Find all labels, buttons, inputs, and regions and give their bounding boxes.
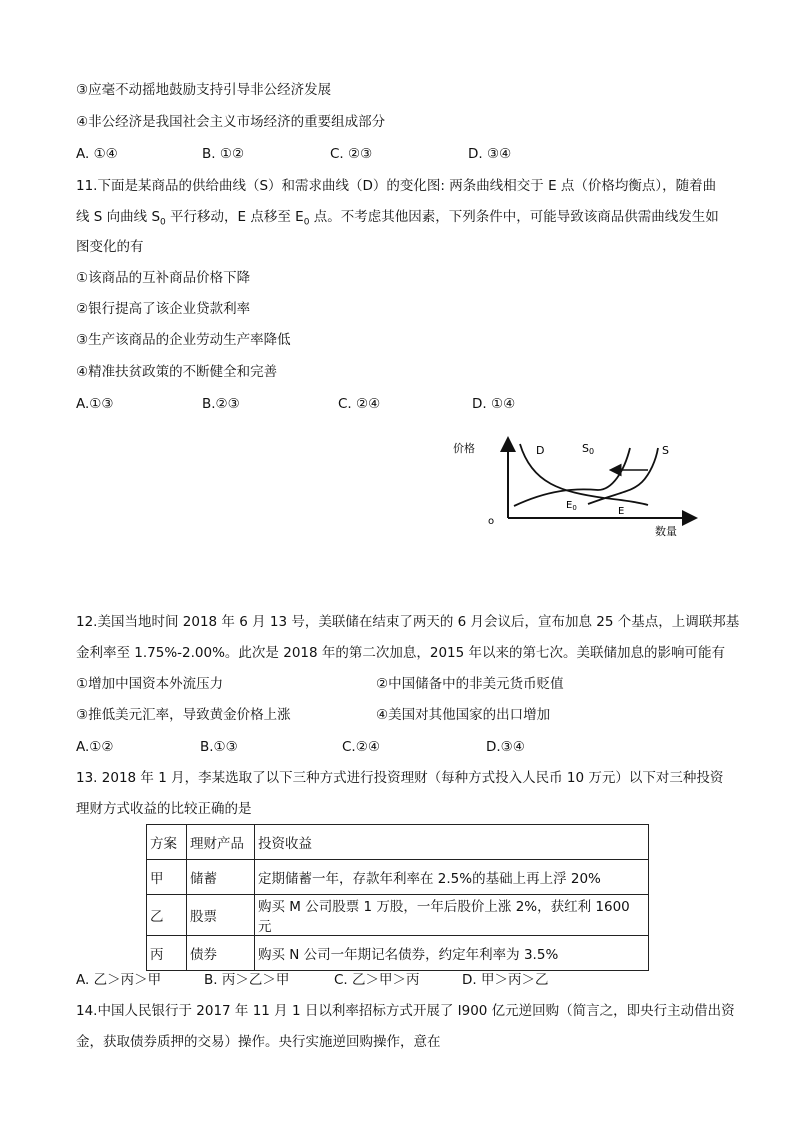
q13-option-b: B. 丙＞乙＞甲 — [204, 972, 290, 988]
q14-stem-line-1: 14.中国人民银行于 2017 年 11 月 1 日以利率招标方式开展了 I900 亿元逆回购（简言之，即央行主动借出资 — [76, 1003, 735, 1019]
table-cell: 购买 N 公司一年期记名债券，约定年利率为 3.5% — [255, 936, 649, 971]
q11-statement-4: ④精准扶贫政策的不断健全和完善 — [76, 364, 278, 380]
q13-stem-line-2: 理财方式收益的比较正确的是 — [76, 801, 252, 817]
e-label: E — [618, 506, 625, 517]
q11-option-d: D. ①④ — [472, 396, 516, 412]
q11-statement-1: ①该商品的互补商品价格下降 — [76, 270, 251, 286]
q11-stem-line-3: 图变化的有 — [76, 239, 144, 255]
e0-label-main: E — [566, 500, 573, 511]
q12-statement-2: ②中国储备中的非美元货币贬值 — [376, 676, 564, 692]
q11-statement-2: ②银行提高了该企业贷款利率 — [76, 301, 251, 317]
table-row — [147, 860, 649, 895]
option-b: B. ①② — [202, 146, 245, 162]
q11-stem-line-2 — [76, 207, 719, 233]
table-cell: 购买 M 公司股票 1 万股，一年后股价上涨 2%，获红利 1600 元 — [255, 895, 649, 936]
header-return: 投资收益 — [255, 825, 649, 860]
table-row — [147, 936, 649, 971]
s0-label — [582, 442, 594, 456]
q11-stem-2a: 线 S 向曲线 S — [76, 209, 161, 225]
q11-stem-line-1: 11.下面是某商品的供给曲线（S）和需求曲线（D）的变化图: 两条曲线相交于 E 点（价格均衡点），随着曲 — [76, 178, 717, 194]
table-cell: 储蓄 — [187, 860, 255, 895]
q12-stem-line-1: 12.美国当地时间 2018 年 6 月 13 号，美联储在结束了两天的 6 月会议后，宣布加息 25 个基点，上调联邦基 — [76, 614, 740, 630]
q12-option-c: C.②④ — [342, 739, 380, 755]
s-label: S — [662, 444, 669, 457]
q12-option-b: B.①③ — [200, 739, 238, 755]
q11-option-b: B.②③ — [202, 396, 240, 412]
statement-3: ③应毫不动摇地鼓励支持引导非公经济发展 — [76, 82, 332, 98]
q13-option-d: D. 甲＞丙＞乙 — [462, 972, 549, 988]
table-cell: 丙 — [147, 936, 187, 971]
table-row — [147, 895, 649, 936]
q13-options — [76, 970, 716, 990]
q12-option-d: D.③④ — [486, 739, 525, 755]
origin-label: o — [488, 516, 495, 527]
q12-stem-line-2: 金利率至 1.75%-2.00%。此次是 2018 年的第二次加息，2015 年以来的第七次。美联储加息的影响可能有 — [76, 645, 726, 661]
option-a: A. ①④ — [76, 146, 118, 162]
options-prev — [76, 144, 716, 164]
q13-stem-line-1: 13. 2018 年 1 月，李某选取了以下三种方式进行投资理财（每种方式投入人民币 10 万元）以下对三种投资 — [76, 770, 724, 786]
option-c: C. ②③ — [330, 146, 373, 162]
q11-stem-2c: 点。不考虑其他因素，下列条件中，可能导致该商品供需曲线发生如 — [309, 209, 719, 225]
q11-statement-3: ③生产该商品的企业劳动生产率降低 — [76, 332, 291, 348]
s0-label-sub: 0 — [588, 447, 595, 456]
q12-statement-4: ④美国对其他国家的出口增加 — [376, 707, 551, 723]
q11-option-c: C. ②④ — [338, 396, 381, 412]
q12-options — [76, 737, 716, 757]
q11-option-a: A.①③ — [76, 396, 114, 412]
e0-label-sub: 0 — [572, 504, 577, 512]
supply-demand-diagram — [452, 434, 702, 546]
investment-table — [146, 824, 649, 971]
q11-options — [76, 394, 716, 414]
table-cell: 债券 — [187, 936, 255, 971]
d-label: D — [536, 444, 545, 457]
table-cell: 定期储蓄一年，存款年利率在 2.5%的基础上再上浮 20% — [255, 860, 649, 895]
table-cell: 股票 — [187, 895, 255, 936]
q13-option-c: C. 乙＞甲＞丙 — [334, 972, 420, 988]
header-product: 理财产品 — [187, 825, 255, 860]
q11-stem-2-sub: 0 — [160, 217, 166, 228]
y-axis-label: 价格 — [453, 442, 475, 455]
option-d: D. ③④ — [468, 146, 512, 162]
s0-label-main: S — [582, 442, 589, 455]
q12-stem — [76, 607, 740, 669]
table-header-row — [147, 825, 649, 860]
q12-option-a: A.①② — [76, 739, 114, 755]
supply-curve-s — [588, 448, 658, 504]
q11-stem-2b: 平行移动，E 点移至 E — [165, 209, 304, 225]
supply-curve-s0 — [514, 448, 630, 506]
q12-statement-1: ①增加中国资本外流压力 — [76, 676, 224, 692]
header-plan: 方案 — [147, 825, 187, 860]
q14-stem-line-2: 金，获取债券质押的交易）操作。央行实施逆回购操作，意在 — [76, 1034, 441, 1050]
table-cell: 甲 — [147, 860, 187, 895]
table-cell: 乙 — [147, 895, 187, 936]
e0-label — [566, 500, 577, 512]
q13-option-a: A. 乙＞丙＞甲 — [76, 972, 162, 988]
statement-4: ④非公经济是我国社会主义市场经济的重要组成部分 — [76, 114, 386, 130]
q11-stem-2-sub2: 0 — [303, 217, 310, 228]
q12-statement-3: ③推低美元汇率，导致黄金价格上涨 — [76, 707, 291, 723]
x-axis-label: 数量 — [655, 525, 677, 538]
